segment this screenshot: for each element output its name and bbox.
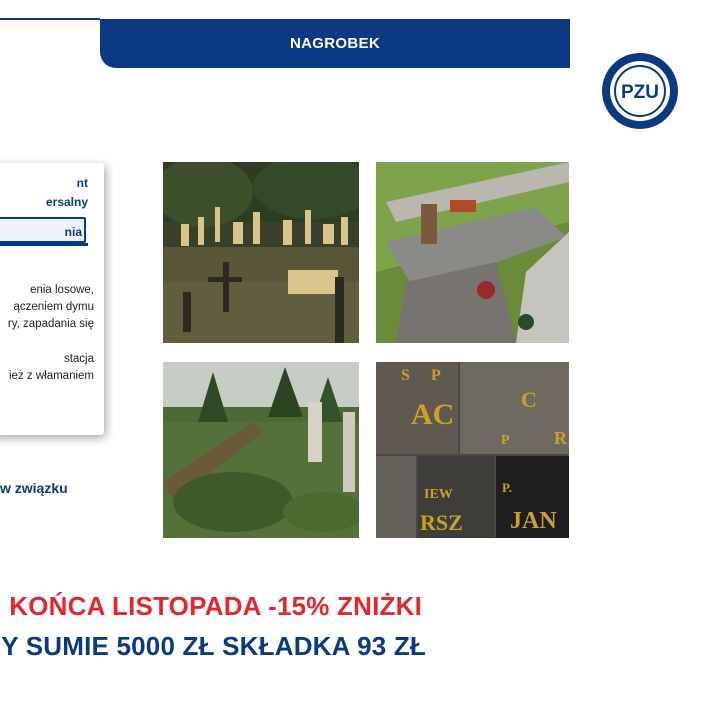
selected-option[interactable]: nia [0, 217, 86, 243]
coverage-description: stacja ież z włamaniem [9, 353, 94, 382]
inscription-text: P [431, 367, 441, 384]
logo-text: PZU [621, 82, 659, 103]
inscription-text: R [554, 428, 567, 448]
selected-underline [0, 243, 88, 246]
inscription-text: AC [411, 398, 455, 431]
tab-nagrobek[interactable] [100, 19, 570, 68]
coverage-description: enia losowe, ączeniem dymu ry, zapadania się [7, 284, 94, 330]
damaged-tombstone-photo [376, 162, 569, 343]
tab-label: NAGROBEK [290, 35, 380, 52]
inscription-text: RSZ [420, 510, 463, 535]
inscription-text: P. [502, 480, 512, 495]
vandalized-inscription-photo [376, 362, 569, 538]
inscription-text: S [401, 367, 410, 384]
promo-discount: KOŃCA LISTOPADA -15% ZNIŻKI [9, 591, 422, 621]
insurance-options-card [0, 163, 104, 435]
flooded-cemetery-photo [163, 162, 359, 343]
storm-damaged-cemetery-photo [163, 362, 359, 538]
inscription-text: C [521, 387, 537, 412]
inscription-text: P [501, 433, 510, 448]
pzu-logo-icon[interactable] [600, 51, 680, 131]
inscription-text: IEW [424, 487, 453, 502]
related-link[interactable]: w związku [0, 480, 68, 496]
option-item[interactable]: ersalny [45, 195, 88, 209]
header-rule [0, 18, 100, 20]
option-item[interactable]: nt [76, 176, 88, 190]
promo-premium: Y SUMIE 5000 ZŁ SKŁADKA 93 ZŁ [1, 631, 426, 661]
inscription-text: JAN [510, 508, 557, 534]
